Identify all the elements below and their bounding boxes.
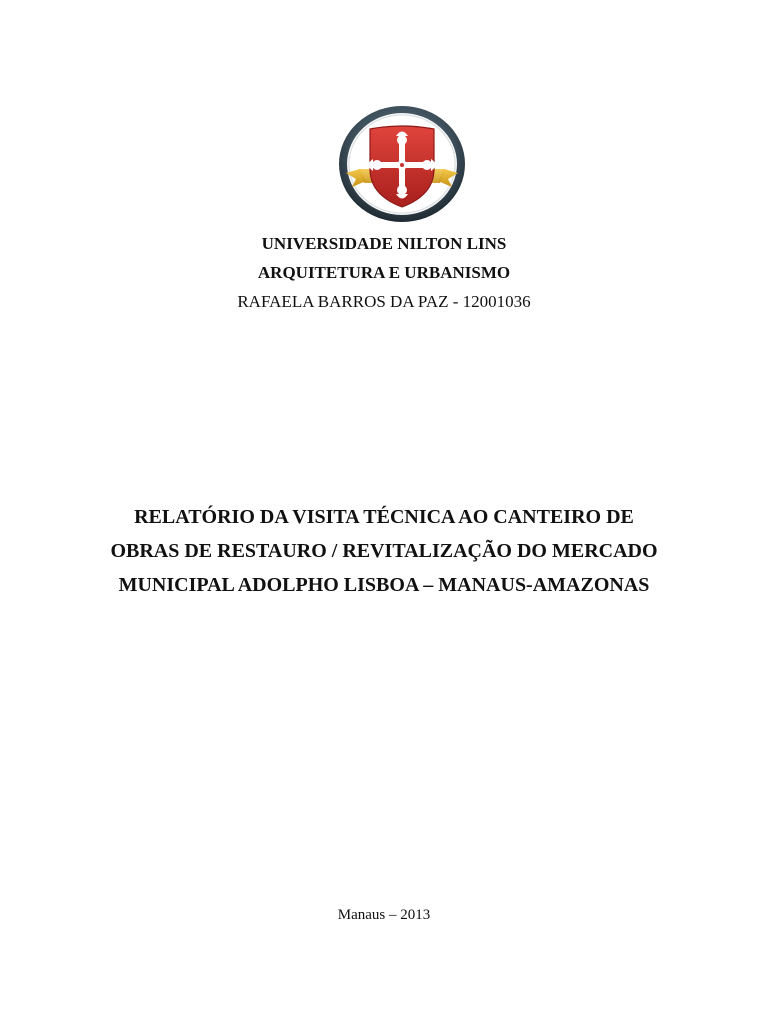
university-name: UNIVERSIDADE NILTON LINS <box>261 234 507 253</box>
title-line: MUNICIPAL ADOLPHO LISBOA – MANAUS-AMAZONAS <box>118 574 650 596</box>
title-line: OBRAS DE RESTAURO / REVITALIZAÇÃO DO MERCADO <box>110 540 658 562</box>
title-line: RELATÓRIO DA VISITA TÉCNICA AO CANTEIRO DE <box>134 506 634 528</box>
university-crest-icon <box>336 103 468 227</box>
place-year: Manaus – 2013 <box>337 907 431 923</box>
document-title <box>0 500 768 602</box>
course-name: ARQUITETURA E URBANISMO <box>257 263 511 282</box>
header-block <box>0 229 768 316</box>
student-name: RAFAELA BARROS DA PAZ - 12001036 <box>237 292 531 311</box>
